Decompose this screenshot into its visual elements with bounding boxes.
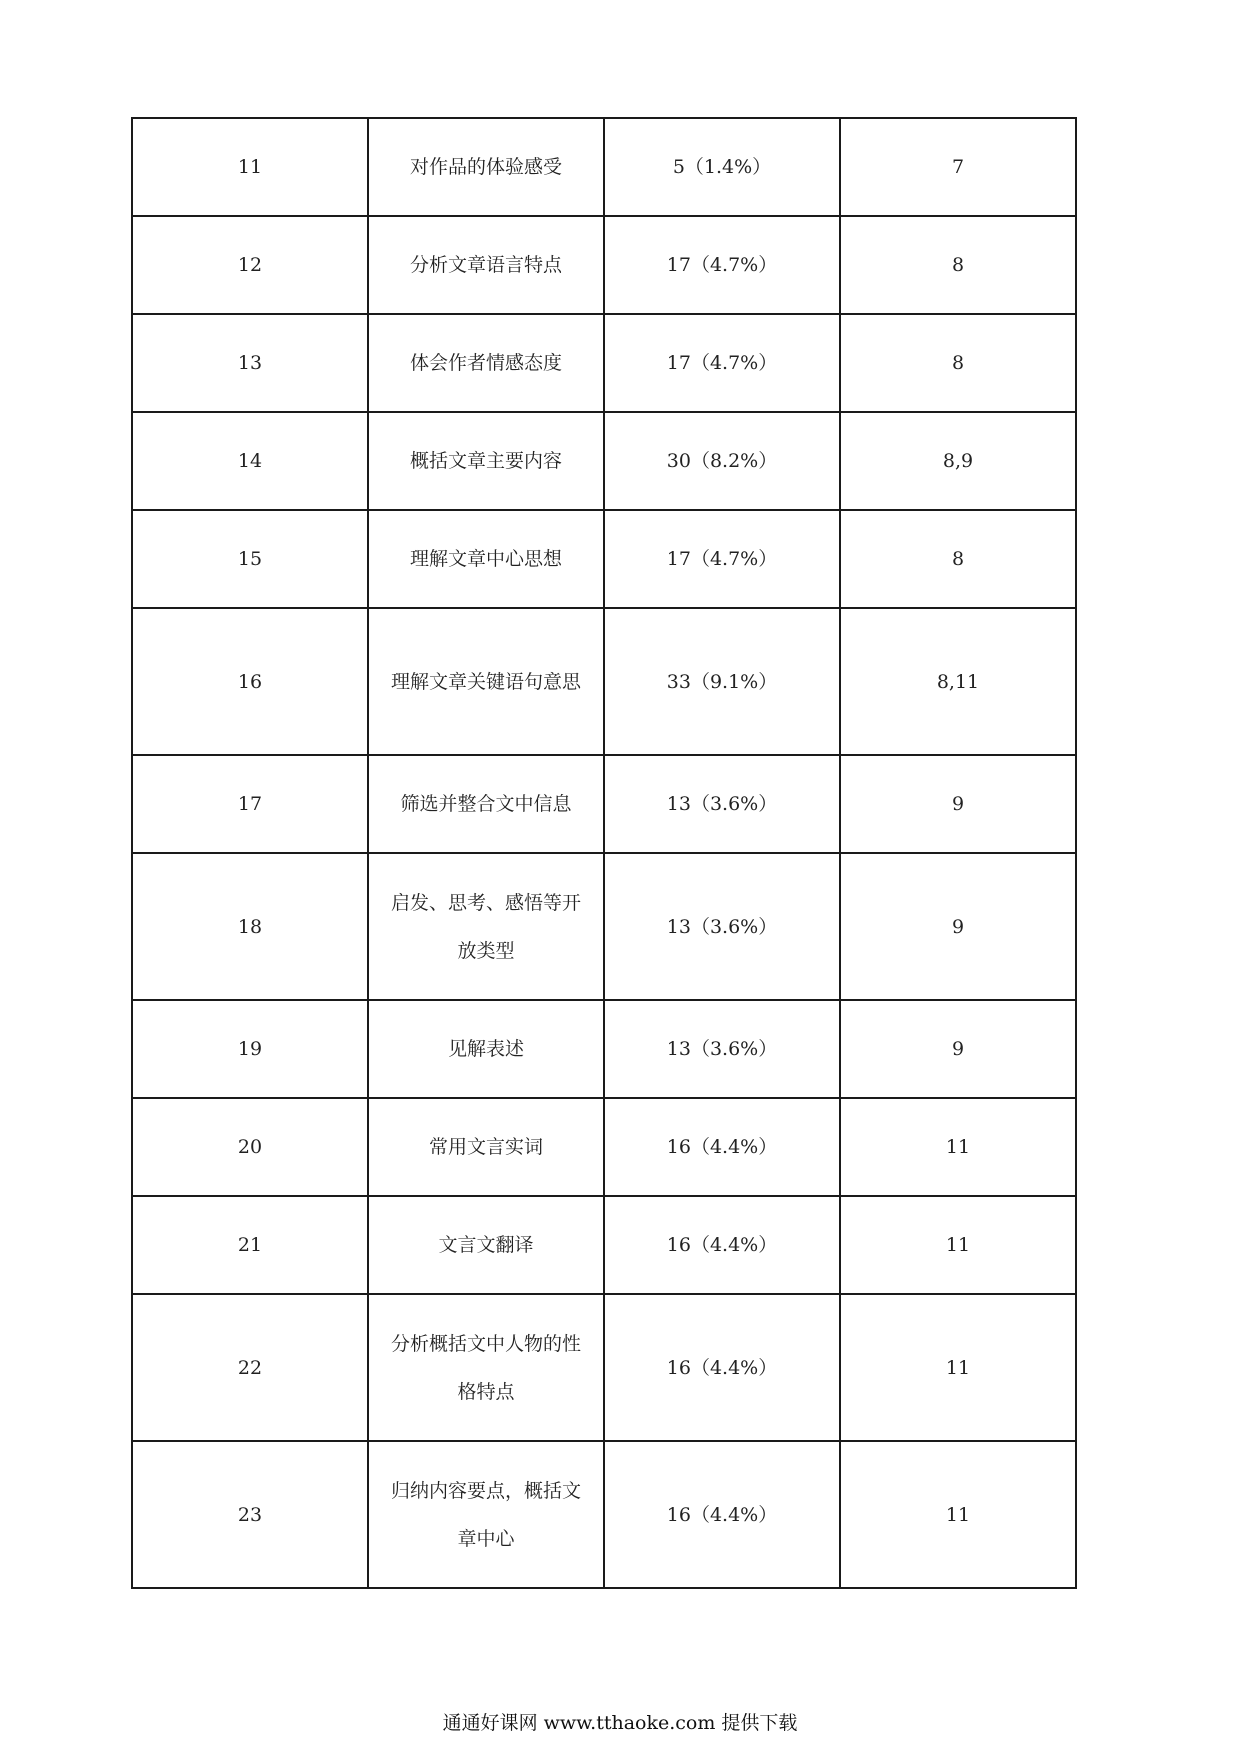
question-number-cell: 9	[840, 1000, 1076, 1098]
row-number-cell: 17	[132, 755, 368, 853]
table-row	[132, 216, 1076, 314]
score-percent-cell: 5（1.4%）	[604, 118, 840, 216]
row-number-cell: 16	[132, 608, 368, 755]
score-percent-cell: 13（3.6%）	[604, 755, 840, 853]
table-body	[132, 118, 1076, 1588]
question-number-cell: 9	[840, 853, 1076, 1000]
score-percent-cell: 16（4.4%）	[604, 1098, 840, 1196]
question-number-cell: 8	[840, 510, 1076, 608]
row-number-cell: 13	[132, 314, 368, 412]
question-number-cell: 8	[840, 216, 1076, 314]
row-number-cell: 21	[132, 1196, 368, 1294]
question-number-cell: 8,11	[840, 608, 1076, 755]
question-number-cell: 11	[840, 1441, 1076, 1588]
question-number-cell: 8	[840, 314, 1076, 412]
knowledge-point-cell: 归纳内容要点，概括文章中心	[368, 1441, 604, 1588]
row-number-cell: 23	[132, 1441, 368, 1588]
row-number-cell: 11	[132, 118, 368, 216]
question-number-cell: 9	[840, 755, 1076, 853]
table-row	[132, 510, 1076, 608]
question-number-cell: 11	[840, 1294, 1076, 1441]
score-percent-cell: 17（4.7%）	[604, 314, 840, 412]
page-footer: 通通好课网 www.tthaoke.com 提供下载	[442, 1712, 798, 1734]
score-percent-cell: 30（8.2%）	[604, 412, 840, 510]
row-number-cell: 19	[132, 1000, 368, 1098]
table-row	[132, 1098, 1076, 1196]
table-row	[132, 1294, 1076, 1441]
knowledge-point-cell: 理解文章中心思想	[368, 510, 604, 608]
score-percent-cell: 33（9.1%）	[604, 608, 840, 755]
question-number-cell: 11	[840, 1098, 1076, 1196]
score-percent-cell: 16（4.4%）	[604, 1441, 840, 1588]
row-number-cell: 22	[132, 1294, 368, 1441]
knowledge-point-cell: 体会作者情感态度	[368, 314, 604, 412]
knowledge-point-cell: 常用文言实词	[368, 1098, 604, 1196]
knowledge-point-cell: 理解文章关键语句意思	[368, 608, 604, 755]
knowledge-point-cell: 分析概括文中人物的性格特点	[368, 1294, 604, 1441]
row-number-cell: 14	[132, 412, 368, 510]
row-number-cell: 20	[132, 1098, 368, 1196]
table-row	[132, 755, 1076, 853]
table-row	[132, 1196, 1076, 1294]
score-percent-cell: 17（4.7%）	[604, 216, 840, 314]
question-number-cell: 8,9	[840, 412, 1076, 510]
table-row	[132, 853, 1076, 1000]
score-percent-cell: 17（4.7%）	[604, 510, 840, 608]
table-row	[132, 1000, 1076, 1098]
question-number-cell: 7	[840, 118, 1076, 216]
knowledge-point-cell: 分析文章语言特点	[368, 216, 604, 314]
knowledge-point-cell: 对作品的体验感受	[368, 118, 604, 216]
knowledge-point-cell: 见解表述	[368, 1000, 604, 1098]
row-number-cell: 18	[132, 853, 368, 1000]
table-row	[132, 1441, 1076, 1588]
knowledge-point-table	[131, 117, 1077, 1589]
table-row	[132, 118, 1076, 216]
score-percent-cell: 13（3.6%）	[604, 1000, 840, 1098]
knowledge-point-cell: 筛选并整合文中信息	[368, 755, 604, 853]
knowledge-point-cell: 启发、思考、感悟等开放类型	[368, 853, 604, 1000]
table-row	[132, 412, 1076, 510]
question-number-cell: 11	[840, 1196, 1076, 1294]
score-percent-cell: 13（3.6%）	[604, 853, 840, 1000]
table-row	[132, 608, 1076, 755]
table-row	[132, 314, 1076, 412]
knowledge-point-cell: 概括文章主要内容	[368, 412, 604, 510]
knowledge-point-cell: 文言文翻译	[368, 1196, 604, 1294]
score-percent-cell: 16（4.4%）	[604, 1294, 840, 1441]
row-number-cell: 12	[132, 216, 368, 314]
row-number-cell: 15	[132, 510, 368, 608]
score-percent-cell: 16（4.4%）	[604, 1196, 840, 1294]
